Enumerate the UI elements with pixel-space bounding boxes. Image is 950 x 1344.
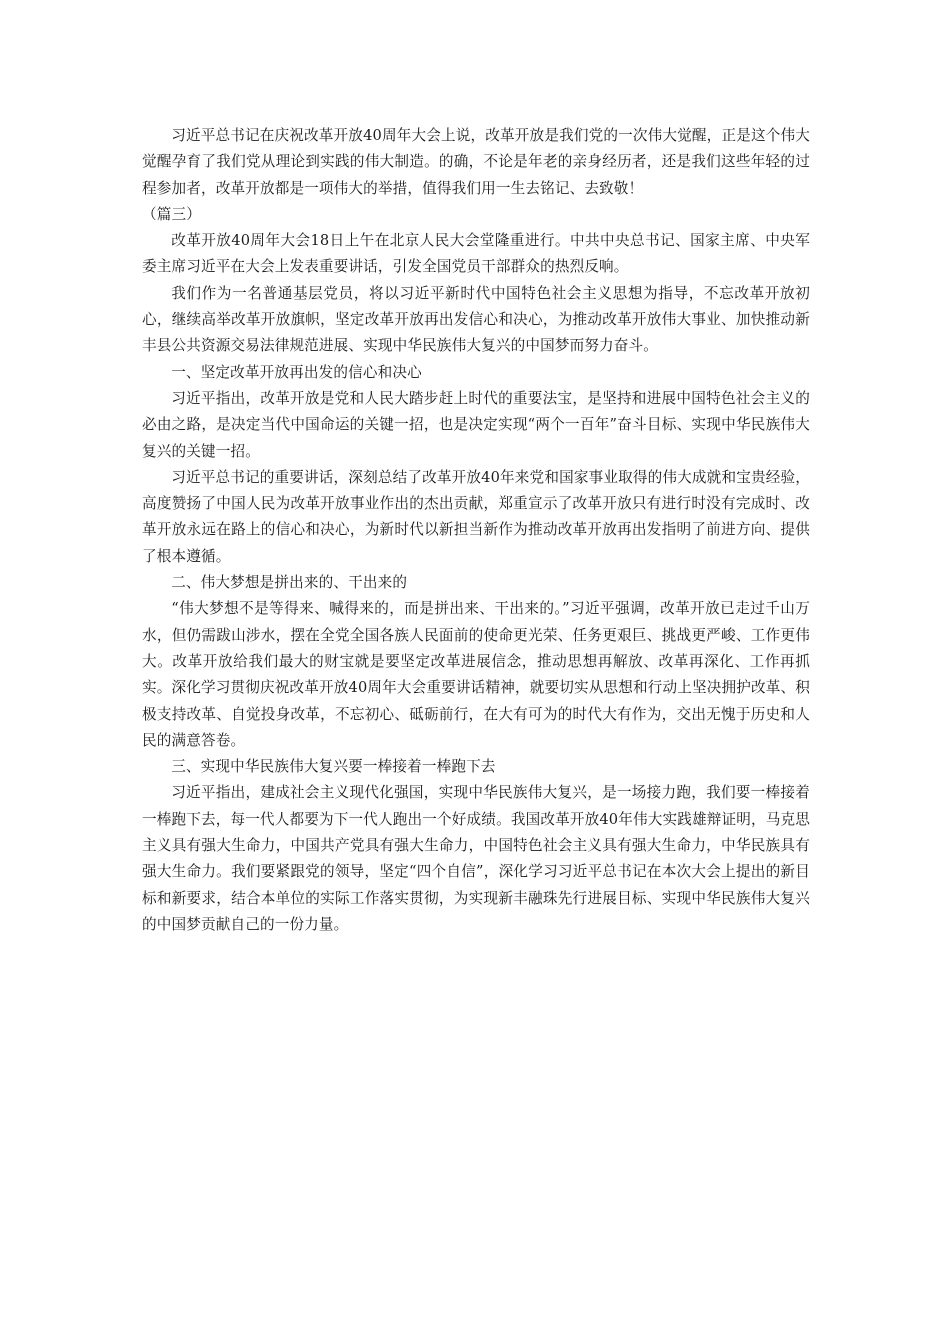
paragraph-section-1-a: 习近平指出，改革开放是党和人民大踏步赶上时代的重要法宝，是坚持和进展中国特色社会主义的必由之路，是决定当代中国命运的关键一招，也是决定实现“两个一百年”奋斗目标、实现中华民族伟大复兴的关键一招。: [142, 389, 810, 460]
section-heading-2: 二、伟大梦想是拼出来的、干出来的: [171, 574, 408, 592]
section-heading-1: 一、坚定改革开放再出发的信心和决心: [171, 363, 422, 381]
document-body: [142, 123, 810, 938]
paragraph-event: 改革开放40周年大会18日上午在北京人民大会堂隆重进行。中共中央总书记、国家主席、中央军委主席习近平在大会上发表重要讲话，引发全国党员干部群众的热烈反响。: [142, 232, 810, 276]
paragraph-section-3: 习近平指出，建成社会主义现代化强国，实现中华民族伟大复兴，是一场接力跑，我们要一棒接着一棒跑下去，每一代人都要为下一代人跑出一个好成绩。我国改革开放40年伟大实践雄辩证明，马克思主义具有强大生命力，中国共产党具有强大生命力，中国特色社会主义具有强大生命力，中华民族具有强大生命力。我们要紧跟党的领导，坚定“四个自信”，深化学习习近平总书记在本次大会上提出的新目标和新要求，结合本单位的实际工作落实贯彻，为实现新丰融珠先行进展目标、实现中华民族伟大复兴的中国梦贡献自己的一份力量。: [142, 784, 810, 933]
paragraph-intro: 习近平总书记在庆祝改革开放40周年大会上说，改革开放是我们党的一次伟大觉醒，正是这个伟大觉醒孕育了我们党从理论到实践的伟大制造。的确，不论是年老的亲身经历者，还是我们这些年轻的过程参加者，改革开放都是一项伟大的举措，值得我们用一生去铭记、去致敬！: [142, 127, 810, 197]
paragraph-section-2: “伟大梦想不是等得来、喊得来的，而是拼出来、干出来的。”习近平强调，改革开放已走过千山万水，但仍需跋山涉水，摆在全党全国各族人民面前的使命更光荣、任务更艰巨、挑战更严峻、工作更伟大。改革开放给我们最大的财宝就是要坚定改革进展信念，推动思想再解放、改革再深化、工作再抓实。深化学习贯彻庆祝改革开放40周年大会重要讲话精神，就要切实从思想和行动上坚决拥护改革、积极支持改革、自觉投身改革，不忘初心、砥砺前行，在大有可为的时代大有作为，交出无愧于历史和人民的满意答卷。: [142, 600, 810, 749]
paragraph-section-1-b: 习近平总书记的重要讲话，深刻总结了改革开放40年来党和国家事业取得的伟大成就和宝贵经验，高度赞扬了中国人民为改革开放事业作出的杰出贡献，郑重宣示了改革开放只有进行时没有完成时、改革开放永远在路上的信心和决心，为新时代以新担当新作为推动改革开放再出发指明了前进方向、提供了根本遵循。: [142, 468, 810, 565]
section-marker: （篇三）: [142, 205, 201, 223]
paragraph-commitment: 我们作为一名普通基层党员，将以习近平新时代中国特色社会主义思想为指导，不忘改革开放初心，继续高举改革开放旗帜，坚定改革开放再出发信心和决心，为推动改革开放伟大事业、加快推动新丰县公共资源交易法律规范进展、实现中华民族伟大复兴的中国梦而努力奋斗。: [142, 284, 810, 355]
section-heading-3: 三、实现中华民族伟大复兴要一棒接着一棒跑下去: [171, 758, 496, 776]
